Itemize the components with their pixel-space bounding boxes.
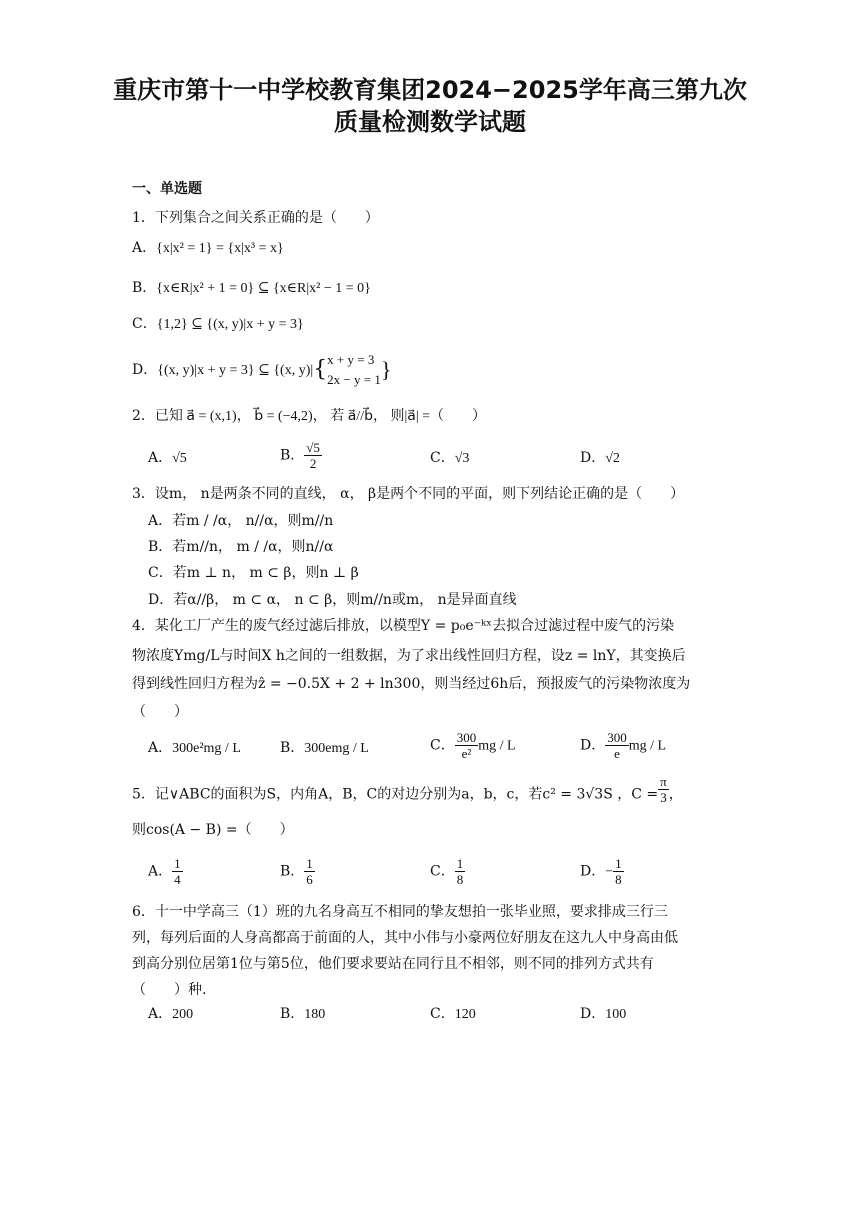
question-6-option-a: A．200 (148, 1006, 194, 1022)
question-6-option-b: B．180 (280, 1006, 326, 1022)
question-5-stem-line1: 5．记∨ABC的面积为S，内角A，B，C的对边分别为a，b，c，若c² = 3√3S ，C = $\frac{\pi}{3}$ ， (132, 774, 683, 805)
page-title-line2: 质量检测数学试题 (334, 108, 526, 136)
question-4-option-b: B．300emg / L (280, 740, 369, 756)
question-6-stem-line4: （ ）种. (132, 982, 207, 998)
question-5-option-c: C． $\frac{1}{8}$ (430, 856, 464, 887)
section-heading: 一、单选题 (132, 181, 202, 197)
question-4-option-c: C． $\frac{300}{\text{e²}}$ mg / L (430, 730, 516, 761)
question-3-option-c: C．若m ⊥ n， m ⊂ β，则n ⊥ β (148, 565, 359, 581)
question-5-option-d: D．− $\frac{1}{8}$ (580, 856, 622, 887)
question-4-stem-line2: 物浓度Ymg/L与时间X h之间的一组数据，为了求出线性回归方程，设z = lnY，其变换后 (132, 648, 686, 664)
question-5-option-a: A． $\frac{1}{4}$ (148, 856, 181, 887)
question-2-option-d: D．√2 (580, 450, 620, 466)
question-3-option-a: A．若m / /α， n//α，则m//n (148, 513, 334, 529)
question-6-stem-line3: 到高分别位居第1位与第5位，他们要求要站在同行且不相邻，则不同的排列方式共有 (132, 956, 654, 972)
question-1-option-c: C．{1,2} ⊆ {(x, y)|x + y = 3} (132, 316, 304, 332)
question-1-option-d: D．{(x, y)|x + y = 3} ⊆ {(x, y)|{ x + y = 3 2x − y = 1 } (132, 352, 392, 387)
question-4-stem-line1: 4．某化工厂产生的废气经过滤后排放，以模型Y = p₀e⁻ᵏˣ去拟合过滤过程中废气的污染 (132, 618, 675, 634)
question-6-option-d: D．100 (580, 1006, 627, 1022)
question-3-option-d: D．若α//β， m ⊂ α， n ⊂ β，则m//n或m， n是异面直线 (148, 592, 517, 608)
question-6-option-c: C．120 (430, 1006, 476, 1022)
question-3-stem: 3．设m， n是两条不同的直线， α， β是两个不同的平面，则下列结论正确的是（ ） (132, 486, 685, 502)
question-1-stem: 1．下列集合之间关系正确的是（ ） (132, 210, 379, 226)
question-1-option-a: A．{x|x² = 1} = {x|x³ = x} (132, 240, 284, 256)
question-4-stem-line3: 得到线性回归方程为ẑ = −0.5X + 2 + ln300，则当经过6h后，预报废气的污染物浓度为 (132, 676, 691, 692)
question-2-option-c: C．√3 (430, 450, 470, 466)
question-1-option-b: B．{x∈R|x² + 1 = 0} ⊆ {x∈R|x² − 1 = 0} (132, 280, 371, 296)
page-title-line1: 重庆市第十一中学校教育集团2024−2025学年高三第九次 (113, 76, 747, 104)
question-5-stem-line2: 则cos(A − B) =（ ） (132, 822, 294, 838)
question-4-option-a: A．300e²mg / L (148, 740, 241, 756)
question-4-stem-line4: （ ） (132, 704, 188, 720)
question-4-option-d: D． $\frac{300}{e}$ mg / L (580, 730, 667, 761)
question-3-option-b: B．若m//n， m / /α，则n//α (148, 539, 334, 555)
question-6-stem-line2: 列，每列后面的人身高都高于前面的人，其中小伟与小豪两位好朋友在这九人中身高由低 (132, 930, 678, 946)
question-2-option-b: B． $\frac{√5}{2}$ (280, 440, 320, 471)
question-2-option-a: A．√5 (148, 450, 187, 466)
question-6-stem-line1: 6．十一中学高三（1）班的九名身高互不相同的挚友想拍一张毕业照，要求排成三行三 (132, 904, 668, 920)
question-5-option-b: B． $\frac{1}{6}$ (280, 856, 313, 887)
question-2-stem: 2．已知 a⃗ = (x,1)， b⃗ = (−4,2)， 若 a⃗//b⃗， 则|a⃗| =（ ） (132, 408, 487, 424)
